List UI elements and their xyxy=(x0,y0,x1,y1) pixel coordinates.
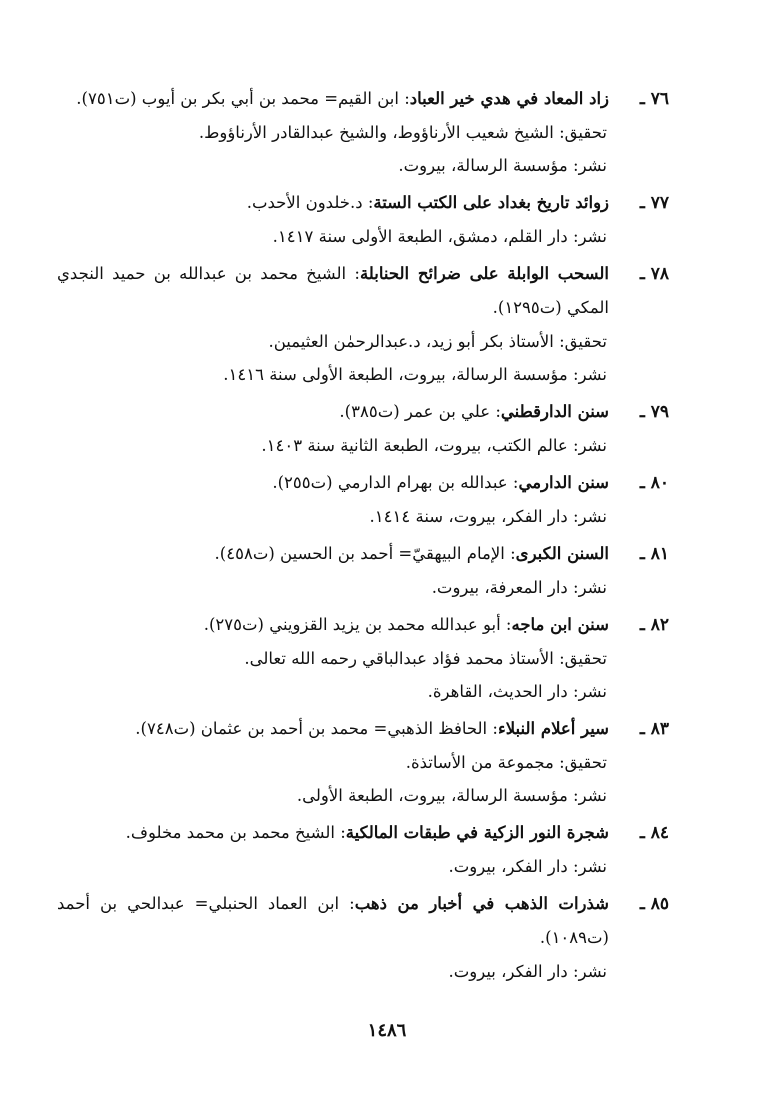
entry-author: : الحافظ الذهبي= محمد بن أحمد بن عثمان (ت٧٤٨). xyxy=(135,719,498,738)
entry-title: شجرة النور الزكية في طبقات المالكية xyxy=(345,823,609,842)
entry-citation xyxy=(57,82,609,116)
entry-number: ٨١ ـ xyxy=(639,544,669,564)
entry-author: : عبدالله بن بهرام الدارمي (ت٢٥٥). xyxy=(272,473,519,492)
entry-number: ٧٩ ـ xyxy=(639,402,669,422)
entry-author: : الشيخ محمد بن محمد مخلوف. xyxy=(125,823,346,842)
entry-note: نشر: دار الفكر، بيروت، سنة ١٤١٤. xyxy=(369,507,607,526)
entry-note: نشر: مؤسسة الرسالة، بيروت، الطبعة الأولى سنة ١٤١٦. xyxy=(223,365,607,384)
entry-note: تحقيق: الشيخ شعيب الأرناؤوط، والشيخ عبدالقادر الأرناؤوط. xyxy=(198,123,607,142)
entry-note: نشر: مؤسسة الرسالة، بيروت، الطبعة الأولى. xyxy=(296,786,607,805)
entry-title: سنن الدارمي xyxy=(518,473,609,492)
entry-citation xyxy=(57,712,609,746)
entry-note: نشر: دار الفكر، بيروت. xyxy=(448,857,607,876)
entry-77 xyxy=(57,186,669,253)
entry-note: نشر: مؤسسة الرسالة، بيروت. xyxy=(398,156,607,175)
entry-80 xyxy=(57,466,669,533)
entry-author: : ابن العماد الحنبلي= عبدالحي بن أحمد (ت١٠٨٩). xyxy=(57,894,609,947)
entry-author: : الشيخ محمد بن عبدالله بن حميد النجدي المكي (ت١٢٩٥). xyxy=(57,264,609,317)
entry-title: زاد المعاد في هدي خير العباد xyxy=(409,89,609,108)
entry-citation xyxy=(57,466,609,500)
entry-number: ٨٠ ـ xyxy=(639,473,669,493)
entry-citation xyxy=(57,887,609,955)
entry-note: تحقيق: الأستاذ محمد فؤاد عبدالباقي رحمه الله تعالى. xyxy=(244,649,607,668)
entry-79 xyxy=(57,395,669,462)
entry-note: نشر: دار القلم، دمشق، الطبعة الأولى سنة ١٤١٧. xyxy=(272,227,607,246)
entry-citation xyxy=(57,186,609,220)
entry-author: : أبو عبدالله محمد بن يزيد القزويني (ت٢٧٥). xyxy=(203,615,512,634)
entry-title: السحب الوابلة على ضرائح الحنابلة xyxy=(359,264,609,283)
entry-81 xyxy=(57,537,669,604)
entry-number: ٧٧ ـ xyxy=(639,193,669,213)
entry-title: سير أعلام النبلاء xyxy=(497,719,609,738)
entry-number: ٧٨ ـ xyxy=(639,264,669,284)
entry-76 xyxy=(57,82,669,182)
entry-note: نشر: عالم الكتب، بيروت، الطبعة الثانية سنة ١٤٠٣. xyxy=(261,436,607,455)
entry-author: : علي بن عمر (ت٣٨٥). xyxy=(339,402,501,421)
entry-84 xyxy=(57,816,669,883)
entry-title: السنن الكبرى xyxy=(515,544,609,563)
entry-title: سنن الدارقطني xyxy=(500,402,609,421)
entry-note: تحقيق: مجموعة من الأساتذة. xyxy=(405,753,607,772)
entry-number: ٨٣ ـ xyxy=(639,719,669,739)
entry-citation xyxy=(57,608,609,642)
entry-citation xyxy=(57,257,609,325)
entry-note: نشر: دار المعرفة، بيروت. xyxy=(431,578,607,597)
entry-note: نشر: دار الحديث، القاهرة. xyxy=(427,682,607,701)
entry-citation xyxy=(57,816,609,850)
bibliography-page xyxy=(57,82,669,992)
entry-citation xyxy=(57,537,609,571)
entry-number: ٨٢ ـ xyxy=(639,615,669,635)
entry-note: تحقيق: الأستاذ بكر أبو زيد، د.عبدالرحمٰن العثيمين. xyxy=(268,332,607,351)
entry-78 xyxy=(57,257,669,391)
entry-83 xyxy=(57,712,669,812)
entry-note: نشر: دار الفكر، بيروت. xyxy=(448,962,607,981)
entry-citation xyxy=(57,395,609,429)
page-number: ١٤٨٦ xyxy=(367,1020,407,1041)
entry-title: سنن ابن ماجه xyxy=(511,615,609,634)
entry-number: ٨٤ ـ xyxy=(639,823,669,843)
entry-title: زوائد تاريخ بغداد على الكتب الستة xyxy=(373,193,609,212)
entry-author: : ابن القيم= محمد بن أبي بكر بن أيوب (ت٧٥١). xyxy=(76,89,410,108)
entry-title: شذرات الذهب في أخبار من ذهب xyxy=(354,894,609,913)
entry-85 xyxy=(57,887,669,988)
entry-number: ٧٦ ـ xyxy=(639,89,669,109)
entry-number: ٨٥ ـ xyxy=(639,894,669,914)
entry-82 xyxy=(57,608,669,708)
entry-author: : د.خلدون الأحدب. xyxy=(246,193,374,212)
entry-author: : الإمام البيهقيّ= أحمد بن الحسين (ت٤٥٨). xyxy=(214,544,516,563)
